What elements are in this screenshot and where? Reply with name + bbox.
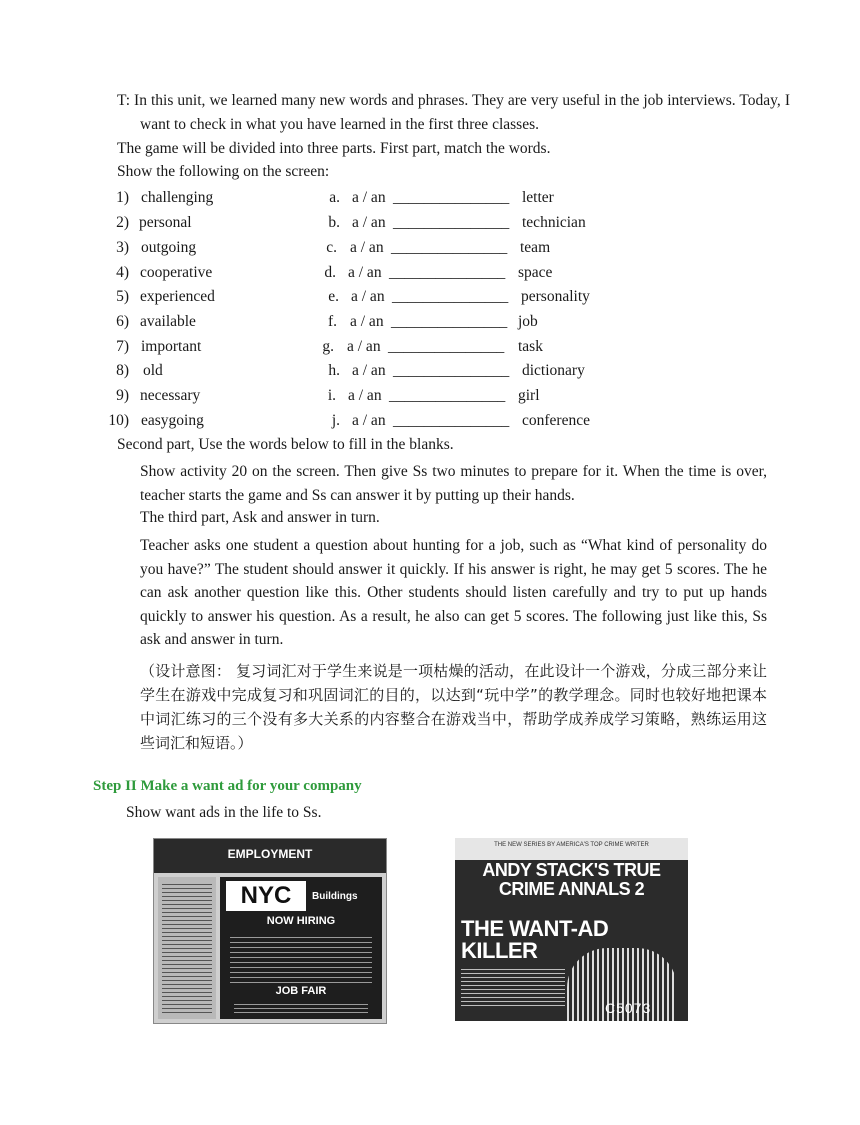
option-article: a / an [348, 264, 382, 281]
item-number: 9) [116, 387, 129, 404]
teacher-intro-paragraph: T: In this unit, we learned many new words and phrases. They are very useful in the job interviews. Today, I want to check in what you have learned in the first three classes. [117, 92, 790, 133]
option-blank: _______________ [393, 412, 510, 429]
term-word: easygoing [141, 412, 204, 429]
option-article: a / an [348, 387, 382, 404]
cover-blurb [461, 966, 565, 1006]
option-blank: _______________ [393, 189, 510, 206]
option-article: a / an [350, 239, 384, 256]
want-ad-killer-cover-image [455, 838, 688, 1021]
term-word: old [143, 362, 163, 379]
term-word: experienced [140, 288, 215, 305]
job-fair-text: JOB FAIR [275, 985, 327, 997]
option-noun: letter [522, 189, 554, 206]
teacher-procedure-paragraph: Teacher asks one student a question about hunting for a job, such as “What kind of personality do you have?” The student should answer it quickly. If his answer is right, he may get 5 scores. The he can ask another question like this. Other students should listen carefully and try to put up hands quickly to answer his question. As a result, he also can get 5 scores. The following just like this, Ss ask and answer in turn. [140, 537, 767, 648]
option-letter: e. [328, 288, 339, 305]
option-letter: c. [326, 239, 337, 256]
cover-series-title: ANDY STACK'S TRUE CRIME ANNALS 2 [482, 860, 661, 899]
item-number: 3) [116, 239, 129, 256]
option-noun: conference [522, 412, 590, 429]
cover-book-title: THE WANT-AD KILLER [461, 916, 609, 963]
option-letter: a. [329, 189, 340, 206]
activity-paragraph: Show activity 20 on the screen. Then give Ss two minutes to prepare for it. When the time is over, teacher starts the game and Ss can answer it by putting up their hands. [140, 463, 767, 504]
option-article: a / an [352, 214, 386, 231]
option-letter: j. [331, 412, 340, 429]
option-blank: _______________ [389, 264, 506, 281]
item-number: 2) [116, 214, 129, 231]
option-article: a / an [347, 338, 381, 355]
item-number: 10) [108, 412, 129, 429]
option-letter: f. [327, 313, 337, 330]
option-letter: b. [328, 214, 340, 231]
employment-ad-image [153, 838, 387, 1024]
ad-side-column [158, 877, 216, 1019]
item-number: 5) [116, 288, 129, 305]
nyc-logo: NYC [226, 881, 306, 911]
term-word: personal [139, 214, 192, 231]
ad-main-box [220, 877, 382, 1019]
item-number: 6) [116, 313, 129, 330]
option-blank: _______________ [393, 214, 510, 231]
option-article: a / an [351, 288, 385, 305]
option-letter: h. [328, 362, 340, 379]
option-noun: job [518, 313, 538, 330]
term-word: challenging [141, 189, 214, 206]
term-word: cooperative [140, 264, 213, 281]
show-ads-line: Show want ads in the life to Ss. [126, 804, 322, 821]
option-noun: team [520, 239, 551, 256]
item-number: 7) [116, 338, 129, 355]
option-noun: girl [518, 387, 540, 404]
ad-footer-print [234, 1001, 368, 1015]
term-word: available [140, 313, 196, 330]
ad-side-text [162, 881, 212, 1015]
option-blank: _______________ [392, 288, 509, 305]
option-letter: d. [324, 264, 336, 281]
term-word: necessary [140, 387, 201, 404]
design-intent-note: （设计意图： 复习词汇对于学生来说是一项枯燥的活动，在此设计一个游戏，分成三部分来让学生在游戏中完成复习和巩固词汇的目的，以达到“玩中学”的教学理念。同时也较好地把课本中词汇练习的三个没有多大关系的内容整合在游戏当中，帮助学成养成学习策略，熟练运用这些词汇和短语。） [140, 662, 767, 752]
option-noun: task [518, 338, 543, 355]
step-heading: Step II Make a want ad for your company [93, 778, 362, 794]
second-part-line: Second part, Use the words below to fill in the blanks. [117, 436, 454, 453]
now-hiring-text: NOW HIRING [266, 915, 336, 927]
ad-fine-print [230, 933, 372, 983]
option-article: a / an [352, 362, 386, 379]
item-number: 1) [116, 189, 129, 206]
option-blank: _______________ [391, 239, 508, 256]
option-article: a / an [350, 313, 384, 330]
option-noun: dictionary [522, 362, 585, 379]
option-blank: _______________ [388, 338, 505, 355]
option-article: a / an [352, 412, 386, 429]
item-number: 4) [116, 264, 129, 281]
third-part-line: The third part, Ask and answer in turn. [140, 509, 380, 526]
cover-series-line: THE NEW SERIES BY AMERICA'S TOP CRIME WRITER [494, 842, 649, 848]
option-blank: _______________ [389, 387, 506, 404]
game-intro-line: The game will be divided into three parts. First part, match the words. [117, 140, 551, 157]
option-noun: space [518, 264, 553, 281]
show-screen-line: Show the following on the screen: [117, 163, 330, 180]
option-blank: _______________ [393, 362, 510, 379]
option-letter: g. [322, 338, 334, 355]
option-noun: technician [522, 214, 586, 231]
term-word: outgoing [141, 239, 197, 256]
nyc-logo-sub: Buildings [312, 891, 358, 902]
ad-header-title: EMPLOYMENT [227, 847, 313, 861]
option-letter: i. [327, 387, 336, 404]
option-article: a / an [352, 189, 386, 206]
cover-code: C5073 [605, 1000, 652, 1016]
term-word: important [141, 338, 202, 355]
option-blank: _______________ [391, 313, 508, 330]
item-number: 8) [116, 362, 129, 379]
option-noun: personality [521, 288, 590, 305]
